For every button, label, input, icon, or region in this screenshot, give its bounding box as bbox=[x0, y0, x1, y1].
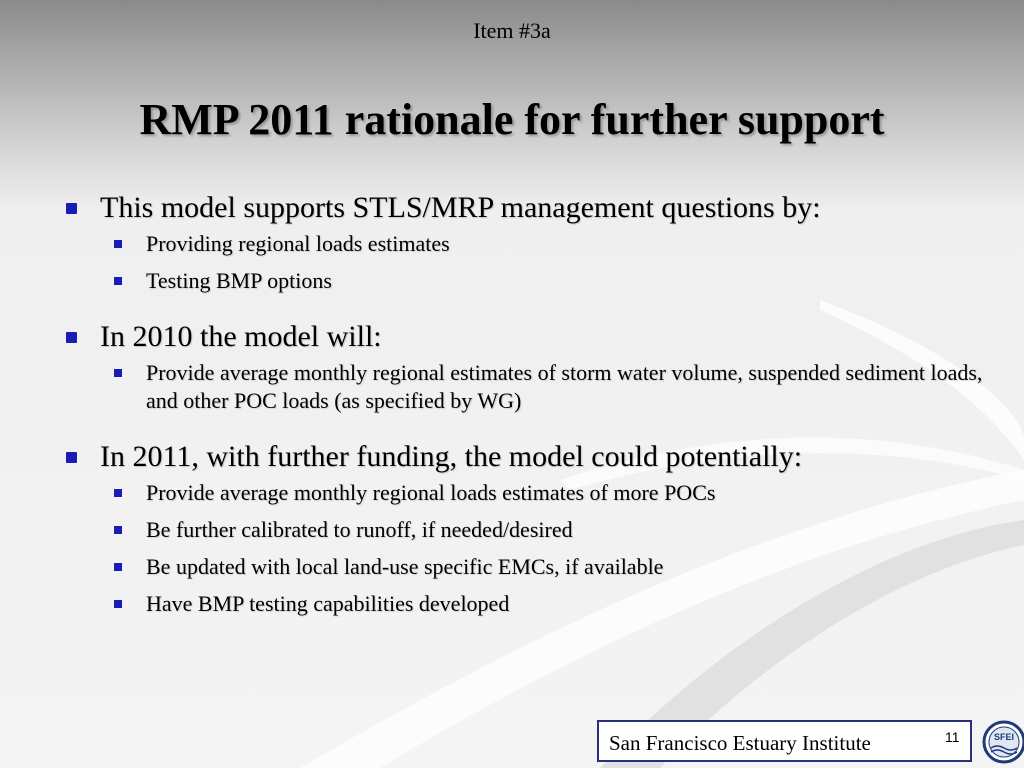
item-tag: Item #3a bbox=[473, 18, 551, 43]
bullet-item bbox=[62, 319, 1002, 355]
sub-bullet-item bbox=[62, 553, 1002, 581]
bullet-text: In 2010 the model will: bbox=[100, 320, 382, 353]
square-bullet-icon bbox=[66, 332, 77, 343]
square-bullet-icon bbox=[114, 369, 122, 377]
sub-bullet-item bbox=[62, 359, 1002, 415]
bullet-group bbox=[62, 319, 1002, 415]
page-number: 11 bbox=[945, 729, 960, 745]
square-bullet-icon bbox=[114, 600, 122, 608]
sub-bullet-text: Testing BMP options bbox=[146, 268, 332, 293]
bullet-text: In 2011, with further funding, the model could potentially: bbox=[100, 440, 803, 473]
sub-bullet-text: Provide average monthly regional estimates of storm water volume, suspended sediment loads, and other POC loads (as specified by WG) bbox=[146, 360, 983, 413]
sub-bullet-text: Have BMP testing capabilities developed bbox=[146, 591, 510, 616]
slide-title: RMP 2011 rationale for further support bbox=[139, 95, 885, 144]
sub-bullet-text: Providing regional loads estimates bbox=[146, 231, 450, 256]
bullet-text: This model supports STLS/MRP management questions by: bbox=[100, 191, 821, 224]
square-bullet-icon bbox=[66, 452, 77, 463]
square-bullet-icon bbox=[114, 489, 122, 497]
square-bullet-icon bbox=[114, 240, 122, 248]
square-bullet-icon bbox=[66, 203, 77, 214]
sub-bullet-item bbox=[62, 479, 1002, 507]
bullet-item bbox=[62, 439, 1002, 475]
square-bullet-icon bbox=[114, 563, 122, 571]
logo-text: SFEI bbox=[993, 732, 1015, 742]
square-bullet-icon bbox=[114, 526, 122, 534]
sub-bullet-text: Be further calibrated to runoff, if needed/desired bbox=[146, 517, 573, 542]
bullet-group bbox=[62, 190, 1002, 295]
bullet-item bbox=[62, 190, 1002, 226]
footer-box bbox=[597, 720, 972, 762]
bullet-group bbox=[62, 439, 1002, 618]
sub-bullet-item bbox=[62, 590, 1002, 618]
sub-bullet-item bbox=[62, 516, 1002, 544]
sub-bullet-item bbox=[62, 267, 1002, 295]
sub-bullet-item bbox=[62, 230, 1002, 258]
bullet-list bbox=[62, 190, 1002, 627]
institute-name: San Francisco Estuary Institute bbox=[609, 731, 871, 755]
square-bullet-icon bbox=[114, 277, 122, 285]
sub-bullet-text: Provide average monthly regional loads estimates of more POCs bbox=[146, 480, 716, 505]
sub-bullet-text: Be updated with local land-use specific EMCs, if available bbox=[146, 554, 664, 579]
sfei-logo-icon bbox=[980, 718, 1024, 768]
